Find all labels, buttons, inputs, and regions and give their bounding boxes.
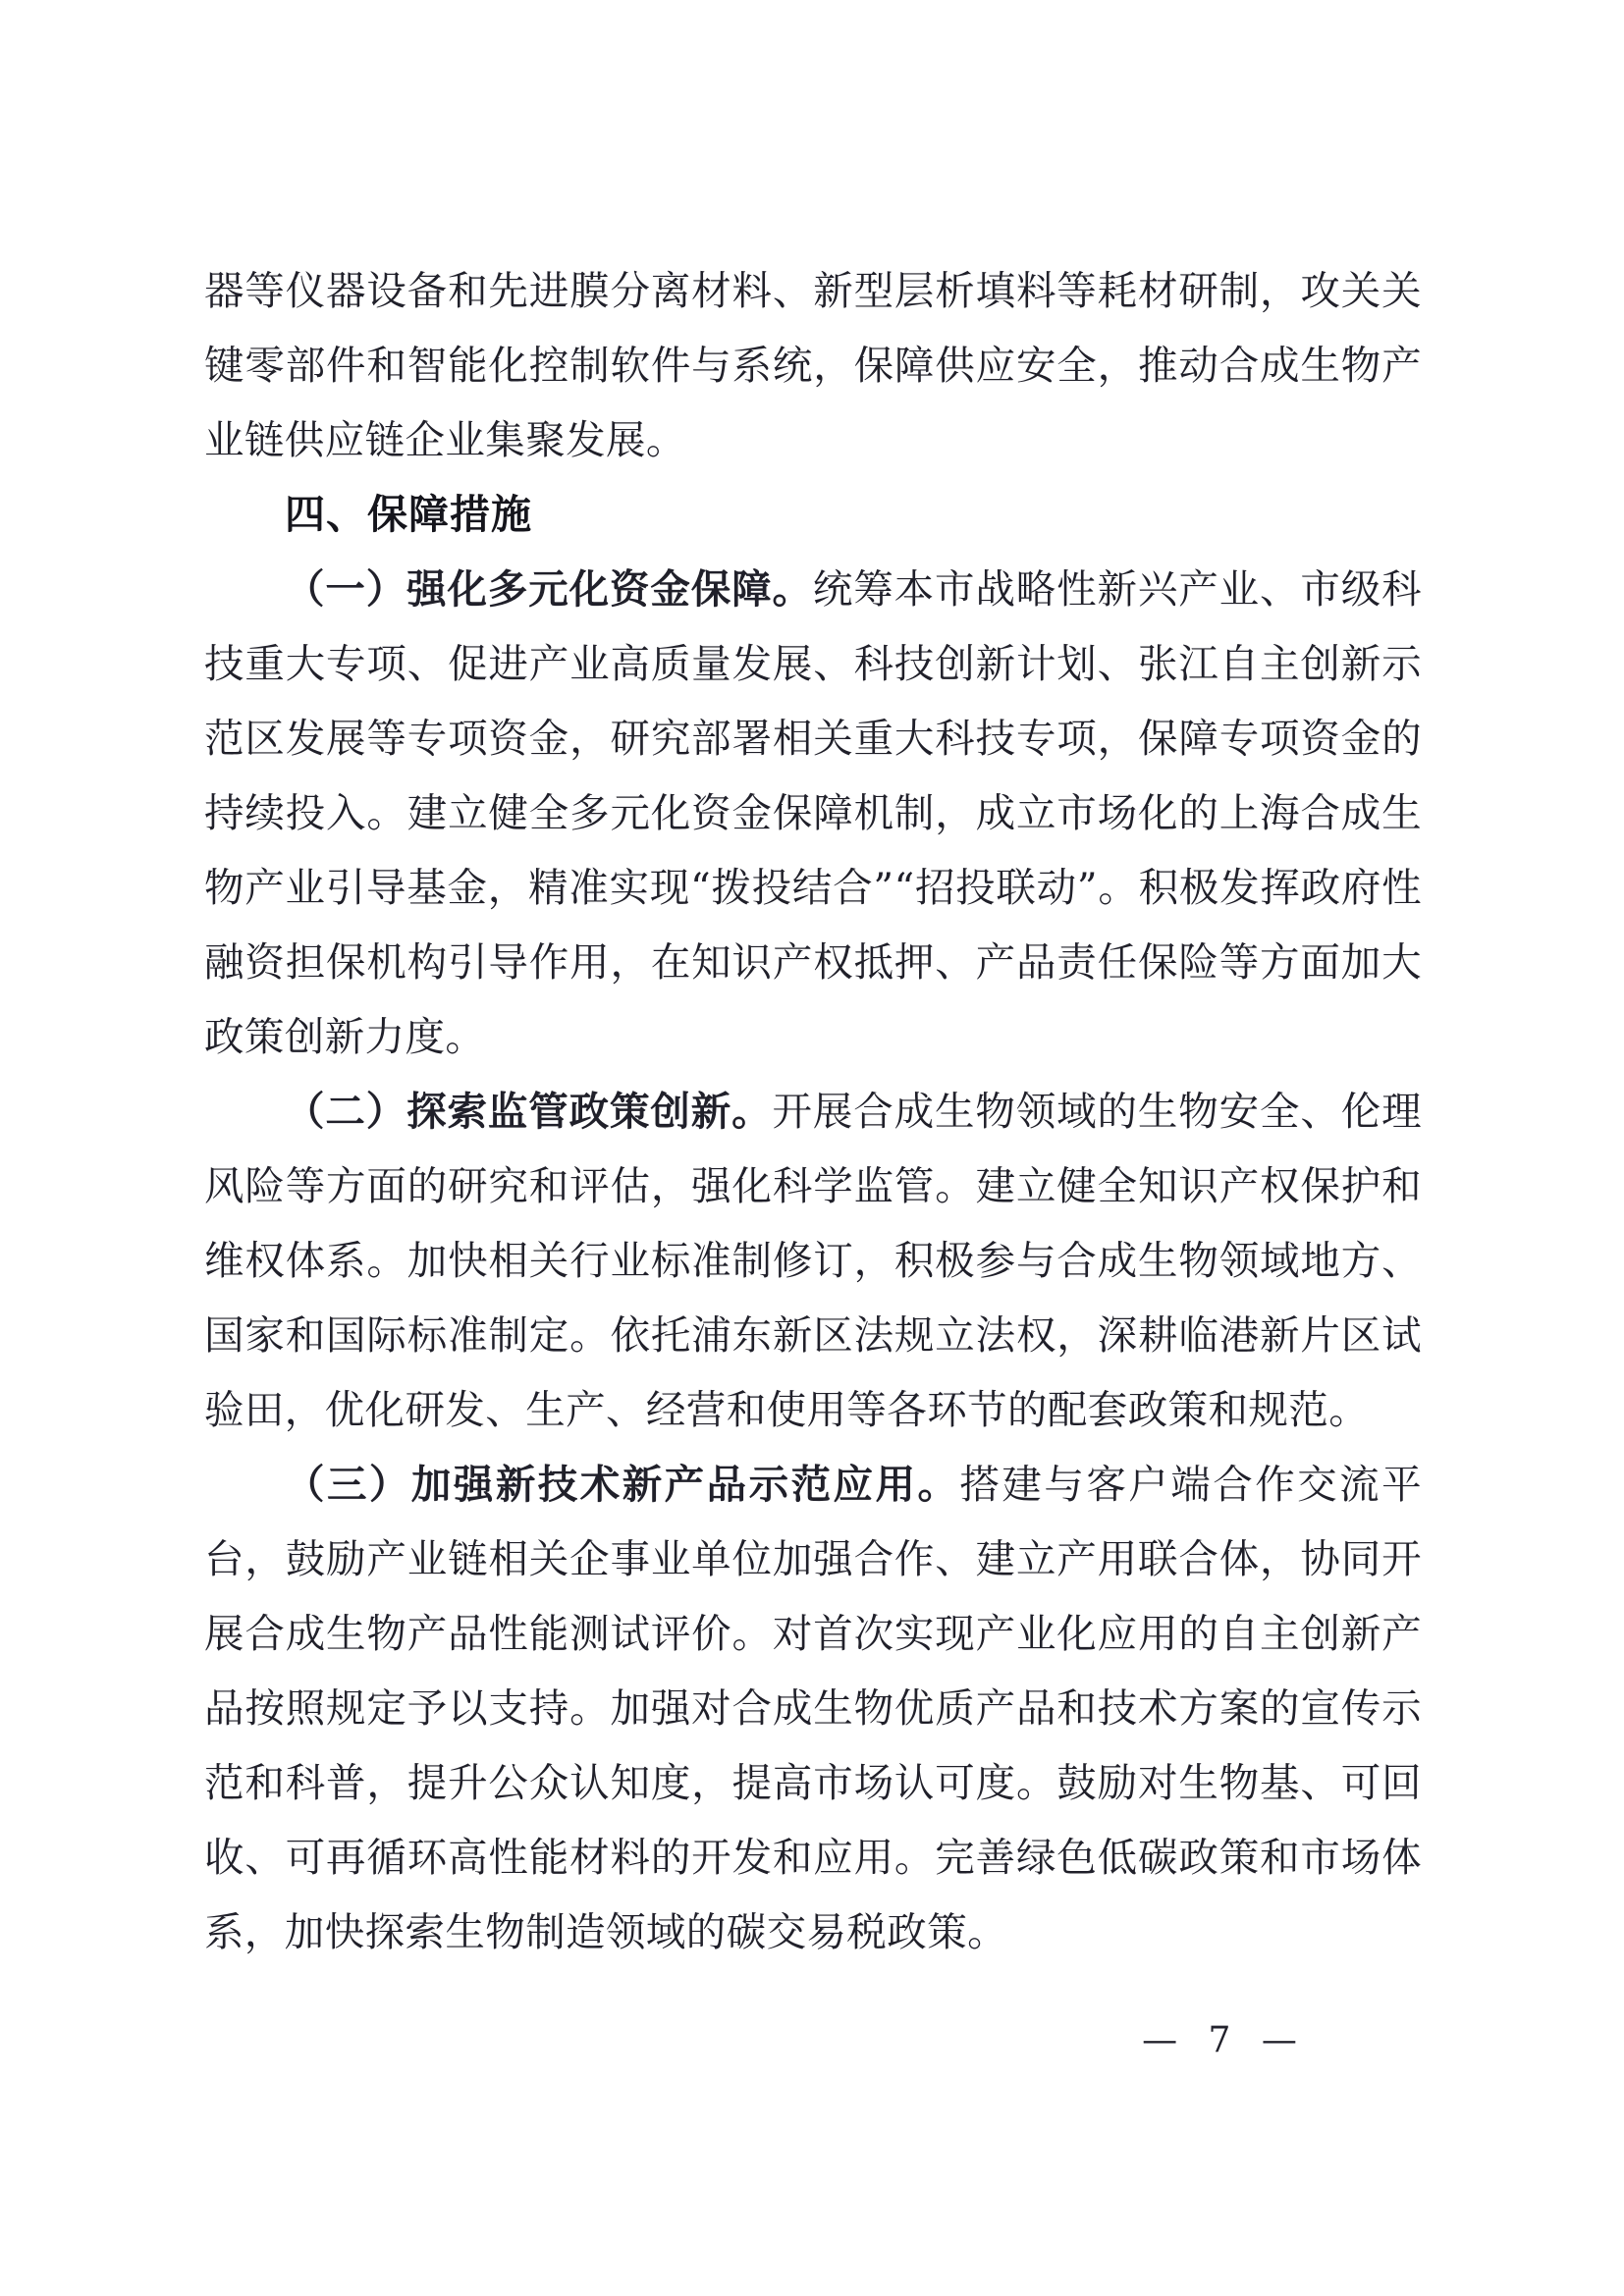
paragraph-two-text: 开展合成生物领域的生物安全、伦理风险等方面的研究和评估，强化科学监管。建立健全知识产权保护和维权体系。加快相关行业标准制修订，积极参与合成生物领域地方、国家和国际标准制定。依托浦东新区法规立法权，深耕临港新片区试验田，优化研发、生产、经营和使用等各环节的配套政策和规范。 (204, 1088, 1422, 1433)
paragraph-three-lead: （三）加强新技术新产品示范应用。 (285, 1461, 960, 1508)
document-body (204, 253, 1422, 1969)
paragraph-two (204, 1074, 1422, 1447)
section-heading-four: 四、保障措施 (285, 491, 532, 538)
paragraph-one-lead: （一）强化多元化资金保障。 (285, 565, 813, 613)
paragraph-two-lead: （二）探索监管政策创新。 (285, 1088, 773, 1135)
page-number: — 7 — (1142, 2020, 1307, 2060)
paragraph-three (204, 1447, 1422, 1969)
paragraph-one (204, 552, 1422, 1074)
paragraph-one-text: 统筹本市战略性新兴产业、市级科技重大专项、促进产业高质量发展、科技创新计划、张江自主创新示范区发展等专项资金，研究部署相关重大科技专项，保障专项资金的持续投入。建立健全多元化资金保障机制，成立市场化的上海合成生物产业引导基金，精准实现“拨投结合”“招投联动”。积极发挥政府性融资担保机构引导作用，在知识产权抵押、产品责任保险等方面加大政策创新力度。 (204, 565, 1423, 1060)
paragraph-three-text: 搭建与客户端合作交流平台，鼓励产业链相关企事业单位加强合作、建立产用联合体，协同开展合成生物产品性能测试评价。对首次实现产业化应用的自主创新产品按照规定予以支持。加强对合成生物优质产品和技术方案的宣传示范和科普，提升公众认知度，提高市场认可度。鼓励对生物基、可回收、可再循环高性能材料的开发和应用。完善绿色低碳政策和市场体系，加快探索生物制造领域的碳交易税政策。 (204, 1461, 1422, 1955)
paragraph-continued: 器等仪器设备和先进膜分离材料、新型层析填料等耗材研制，攻关关键零部件和智能化控制软件与系统，保障供应安全，推动合成生物产业链供应链企业集聚发展。 (204, 267, 1422, 463)
page-footer (0, 2020, 1624, 2060)
